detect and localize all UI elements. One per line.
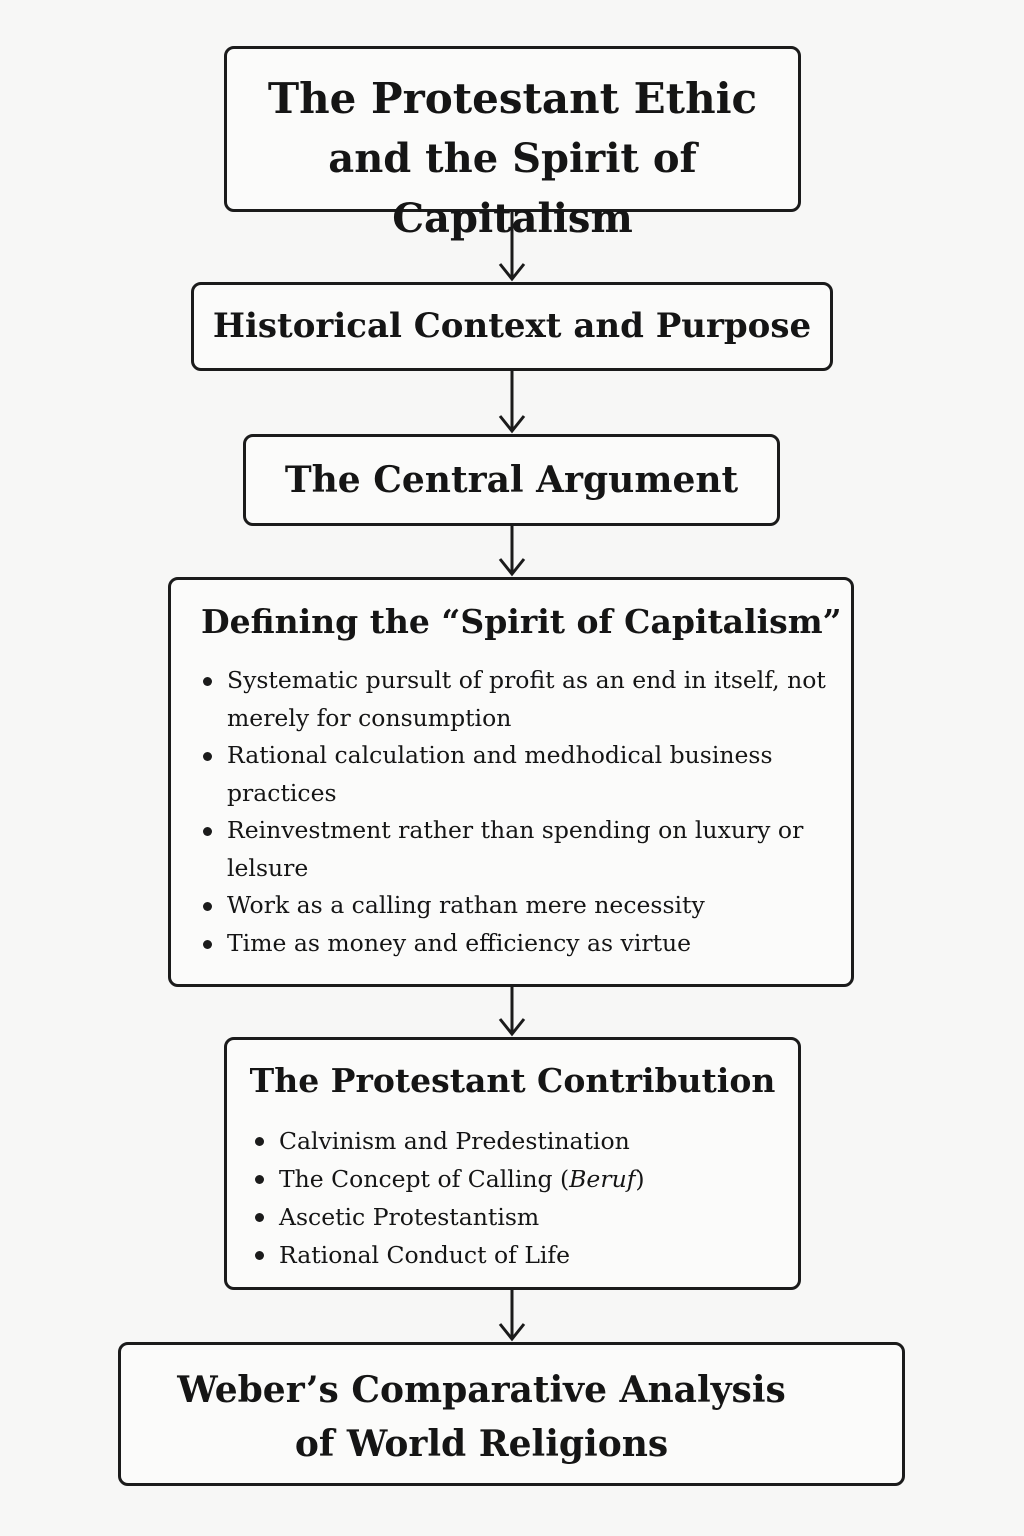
list-item-text: The Concept of Calling ( bbox=[279, 1165, 570, 1193]
list-item: Time as money and efficiency as virtue bbox=[201, 925, 827, 963]
historical-context-title: Historical Context and Purpose bbox=[212, 306, 812, 346]
central-argument-box bbox=[243, 434, 780, 526]
list-item-text: Rational Conduct of Life bbox=[279, 1241, 571, 1269]
comparative-analysis-box bbox=[118, 1342, 905, 1486]
spirit-of-capitalism-box bbox=[168, 577, 854, 987]
spirit-of-capitalism-title: Defining the “Spirit of Capitalism” bbox=[201, 602, 842, 641]
list-item bbox=[253, 1236, 798, 1274]
list-item bbox=[253, 1198, 798, 1236]
list-item bbox=[253, 1160, 798, 1198]
protestant-contribution-title: The Protestant Contribution bbox=[249, 1061, 776, 1100]
list-item-italic-term: Beruf bbox=[569, 1165, 636, 1193]
protestant-contribution-box bbox=[224, 1037, 801, 1290]
main-title bbox=[227, 49, 798, 249]
title-box bbox=[224, 46, 801, 242]
central-argument-title: The Central Argument bbox=[284, 459, 739, 501]
list-item-text: Ascetic Protestantism bbox=[279, 1203, 540, 1231]
comparative-analysis-line2: of World Religions bbox=[294, 1423, 669, 1465]
list-item: Work as a calling rathan mere necessity bbox=[201, 887, 827, 925]
comparative-analysis-line1: Weber’s Comparative Analysis bbox=[177, 1369, 786, 1411]
list-item: Systematic pursult of profit as an end in itself, not merely for consumption bbox=[201, 662, 827, 737]
comparative-analysis-title bbox=[121, 1345, 902, 1471]
main-title-line2: and the Spirit of Capitalism bbox=[328, 135, 697, 242]
protestant-contribution-list bbox=[253, 1122, 798, 1274]
list-item: Reinvestment rather than spending on luxury or lelsure bbox=[201, 812, 827, 887]
list-item-text: Calvinism and Predestination bbox=[279, 1127, 630, 1155]
historical-context-box bbox=[191, 282, 833, 371]
list-item bbox=[253, 1122, 798, 1160]
list-item: Rational calculation and medhodical business practices bbox=[201, 737, 827, 812]
spirit-of-capitalism-list bbox=[201, 662, 827, 962]
list-item-text-after: ) bbox=[635, 1165, 645, 1193]
main-title-line1: The Protestant Ethic bbox=[267, 74, 758, 123]
